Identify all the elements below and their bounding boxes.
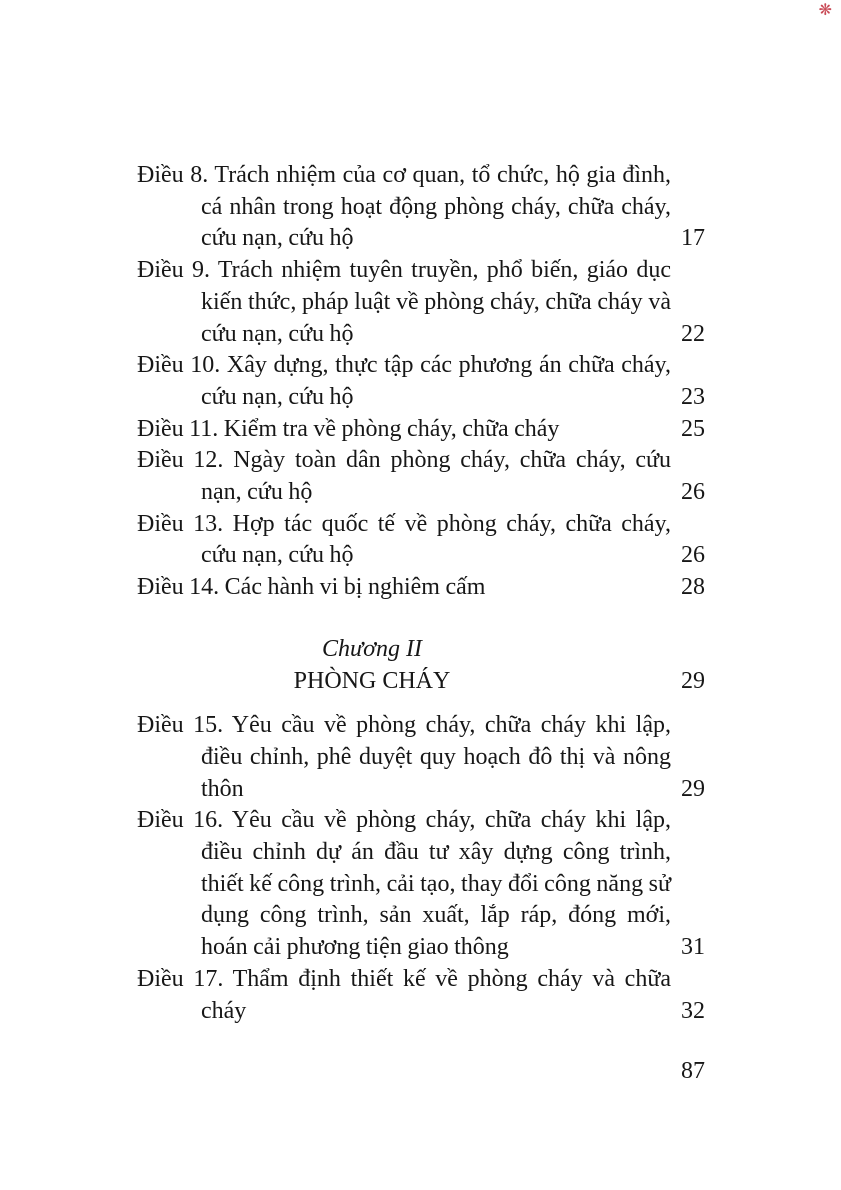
toc-entry-page-number: 17 — [681, 225, 705, 252]
toc-entry — [137, 445, 705, 508]
chapter-titles — [137, 634, 607, 697]
toc-entry-text: Điều 11. Kiểm tra về phòng cháy, chữa cháy — [137, 415, 560, 442]
toc-entry — [137, 350, 705, 413]
toc-entry-text: Điều 17. Thẩm định thiết kế về phòng cháy và chữa cháy — [137, 965, 671, 1024]
toc-entry-page-number: 32 — [681, 997, 705, 1024]
toc-entries-chapter-2 — [137, 710, 705, 1027]
toc-entry-text: Điều 13. Hợp tác quốc tế về phòng cháy, chữa cháy, cứu nạn, cứu hộ — [137, 510, 671, 569]
toc-entry — [137, 509, 705, 572]
toc-entry-text: Điều 14. Các hành vi bị nghiêm cấm — [137, 574, 486, 601]
toc-entry — [137, 414, 705, 446]
toc-entry-text: Điều 8. Trách nhiệm của cơ quan, tổ chức, hộ gia đình, cá nhân trong hoạt động phòng cháy, chữa cháy, cứu nạn, cứu hộ — [137, 162, 671, 252]
chapter-page-number: 29 — [681, 667, 705, 694]
table-of-contents — [137, 160, 705, 1088]
toc-entry-text: Điều 9. Trách nhiệm tuyên truyền, phổ biến, giáo dục kiến thức, pháp luật về phòng cháy, chữa cháy và cứu nạn, cứu hộ — [137, 257, 671, 347]
toc-entry — [137, 710, 705, 805]
chapter-title: PHÒNG CHÁY — [293, 667, 451, 694]
toc-entry-page-number: 29 — [681, 775, 705, 802]
toc-entry-text: Điều 16. Yêu cầu về phòng cháy, chữa cháy khi lập, điều chỉnh dự án đầu tư xây dựng công trình, thiết kế công trình, cải tạo, thay đổi công năng sử dụng công trình, sản xuất, lắp ráp, đóng mới, hoán cải phương tiện giao thông — [137, 807, 671, 961]
toc-entry-text: Điều 10. Xây dựng, thực tập các phương án chữa cháy, cứu nạn, cứu hộ — [137, 352, 671, 410]
toc-entry — [137, 255, 705, 350]
toc-entry — [137, 805, 705, 964]
flower-decoration-icon: ❋ — [818, 0, 832, 19]
toc-entry-text: Điều 15. Yêu cầu về phòng cháy, chữa cháy khi lập, điều chỉnh, phê duyệt quy hoạch đô thị và nông thôn — [137, 712, 671, 802]
toc-entry — [137, 160, 705, 255]
page-number: 87 — [681, 1058, 705, 1085]
toc-entry — [137, 964, 705, 1027]
toc-entry-page-number: 22 — [681, 320, 705, 347]
toc-entry-page-number: 23 — [681, 383, 705, 410]
toc-entry-page-number: 28 — [681, 574, 705, 601]
toc-entry-page-number: 31 — [681, 934, 705, 961]
chapter-label: Chương II — [322, 635, 422, 662]
toc-entry-page-number: 26 — [681, 542, 705, 569]
toc-entry — [137, 572, 705, 604]
toc-entry-text: Điều 12. Ngày toàn dân phòng cháy, chữa cháy, cứu nạn, cứu hộ — [137, 447, 671, 506]
toc-entries-chapter-1 — [137, 160, 705, 604]
chapter-heading-block — [137, 634, 705, 697]
toc-entry-page-number: 25 — [681, 415, 705, 442]
toc-entry-page-number: 26 — [681, 479, 705, 506]
